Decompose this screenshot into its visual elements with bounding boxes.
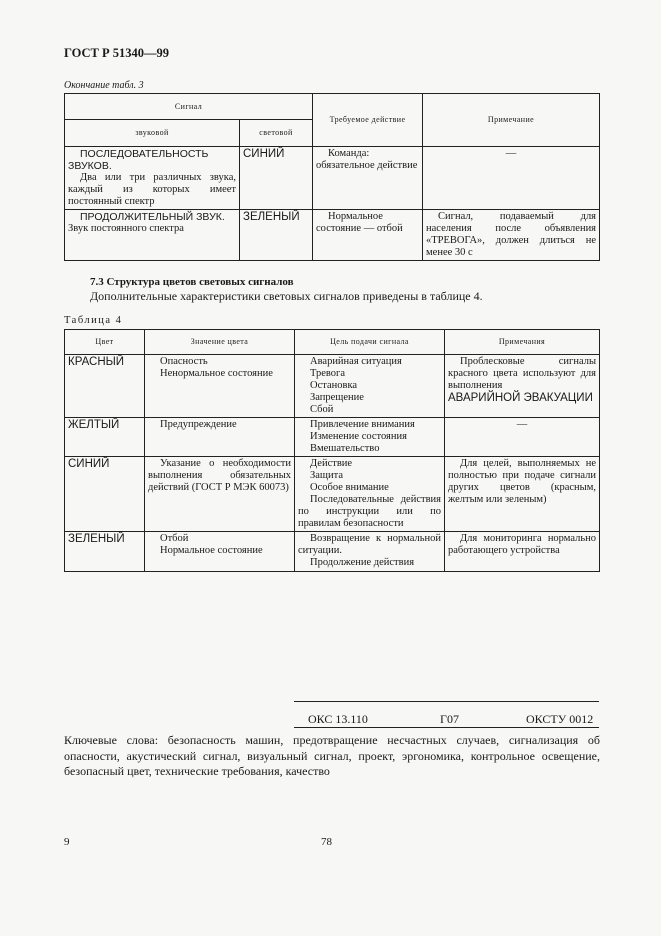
- notes-cell: [445, 355, 600, 418]
- notes-text: Проблесковые сигналы красного цвета используют для выполнения: [448, 356, 596, 391]
- purpose-cell: [295, 457, 445, 532]
- sound-text: Два или три различных звука, каждый из которых имеет постоянный спектр: [68, 172, 236, 207]
- table-row: [65, 418, 600, 457]
- purpose-line: Сбой: [310, 404, 334, 415]
- section-title: 7.3 Структура цветов световых сигналов: [90, 276, 294, 288]
- table-row: [65, 147, 600, 210]
- purpose-line: Остановка: [310, 380, 358, 391]
- note-cell: Сигнал, подаваемый для населения после объявления «ТРЕВОГА», должен длиться не менее 30 с: [423, 210, 600, 261]
- sound-cell: [65, 210, 240, 261]
- header-notes: Примечания: [445, 330, 600, 355]
- purpose-extra: Продолжение действия: [310, 557, 415, 568]
- purpose-line: Особое внимание: [310, 482, 389, 493]
- table-3: [64, 93, 600, 261]
- meaning-line: Нормальное состояние: [160, 545, 263, 556]
- table-row: [65, 355, 600, 418]
- top-rule: [294, 701, 599, 702]
- notes-cell: —: [445, 418, 600, 457]
- meaning-cell: [145, 355, 295, 418]
- purpose-line: Возвращение к нормальной ситуации.: [298, 533, 441, 556]
- action-cell: Команда: обязательное действие: [313, 147, 423, 210]
- purpose-cell: [295, 355, 445, 418]
- meaning-line: Опасность: [160, 356, 208, 367]
- sound-title: ПРОДОЛЖИТЕЛЬНЫЙ ЗВУК.: [80, 211, 225, 223]
- purpose-line: Вмешательство: [310, 443, 380, 454]
- purpose-cell: [295, 418, 445, 457]
- color-cell: ЖЕЛТЫЙ: [65, 418, 145, 457]
- header-meaning: Значение цвета: [145, 330, 295, 355]
- table-4: [64, 329, 600, 572]
- sound-text: Звук постоянного спектра: [68, 223, 184, 234]
- purpose-line: Тревога: [310, 368, 346, 379]
- sound-cell: [65, 147, 240, 210]
- notes-cell: Для целей, выполняемых не полностью при подаче сигнали других цветов (красным, желтым или зеленым): [445, 457, 600, 532]
- middle-rule: [294, 727, 599, 728]
- meaning-cell: [145, 532, 295, 572]
- color-cell: ЗЕЛЕНЫЙ: [65, 532, 145, 572]
- light-cell: ЗЕЛЕНЫЙ: [240, 210, 313, 261]
- table3-caption: Окончание табл. 3: [64, 80, 144, 91]
- header-sound: звуковой: [65, 120, 240, 147]
- group-code: Г07: [440, 712, 459, 726]
- header-signal: Сигнал: [65, 94, 313, 120]
- table-row: [65, 532, 600, 572]
- section-text: Дополнительные характеристики световых сигналов приведены в таблице 4.: [90, 289, 483, 303]
- note-cell: —: [423, 147, 600, 210]
- meaning-cell: [145, 418, 295, 457]
- color-cell: СИНИЙ: [65, 457, 145, 532]
- meaning-line: Ненормальное состояние: [160, 368, 273, 379]
- purpose-extra: Последовательные действия по инструкции или по правилам безопасности: [298, 494, 441, 529]
- light-cell: СИНИЙ: [240, 147, 313, 210]
- meaning-line: Отбой: [160, 533, 189, 544]
- document-header: ГОСТ Р 51340—99: [64, 46, 170, 60]
- header-color: Цвет: [65, 330, 145, 355]
- notes-cell: Для мониторинга нормально работающего устройства: [445, 532, 600, 572]
- okstu-code: ОКСТУ 0012: [526, 712, 594, 726]
- notes-emphasis: АВАРИЙНОЙ ЭВАКУАЦИИ: [448, 392, 593, 404]
- purpose-line: Запрещение: [310, 392, 364, 403]
- purpose-line: Защита: [310, 470, 344, 481]
- header-light: световой: [240, 120, 313, 147]
- header-purpose: Цель подачи сигнала: [295, 330, 445, 355]
- purpose-line: Изменение состояния: [310, 431, 407, 442]
- meaning-line: Предупреждение: [160, 419, 237, 430]
- table4-caption: Таблица 4: [64, 315, 123, 326]
- purpose-line: Привлечение внимания: [310, 419, 415, 430]
- sound-title: ПОСЛЕДОВАТЕЛЬНОСТЬ ЗВУКОВ.: [68, 148, 209, 172]
- meaning-cell: Указание о необходимости выполнения обязательных действий (ГОСТ Р МЭК 60073): [145, 457, 295, 532]
- color-cell: КРАСНЫЙ: [65, 355, 145, 418]
- keywords-text: Ключевые слова: безопасность машин, предотвращение несчастных случаев, сигнализация об опасности, акустический сигнал, визуальный сигнал, проект, эргономика, контрольное освещение, безопасный цвет, технические требования, качество: [64, 733, 600, 778]
- oks-code: ОКС 13.110: [308, 712, 368, 726]
- action-cell: Нормальное состояние — отбой: [313, 210, 423, 261]
- purpose-line: Аварийная ситуация: [310, 356, 402, 367]
- purpose-cell: [295, 532, 445, 572]
- header-note: Примечание: [423, 94, 600, 147]
- table-row: [65, 210, 600, 261]
- purpose-line: Действие: [310, 458, 353, 469]
- table-row: [65, 457, 600, 532]
- left-number: 9: [64, 836, 70, 848]
- page-number: 78: [321, 836, 332, 848]
- header-action: Требуемое действие: [313, 94, 423, 147]
